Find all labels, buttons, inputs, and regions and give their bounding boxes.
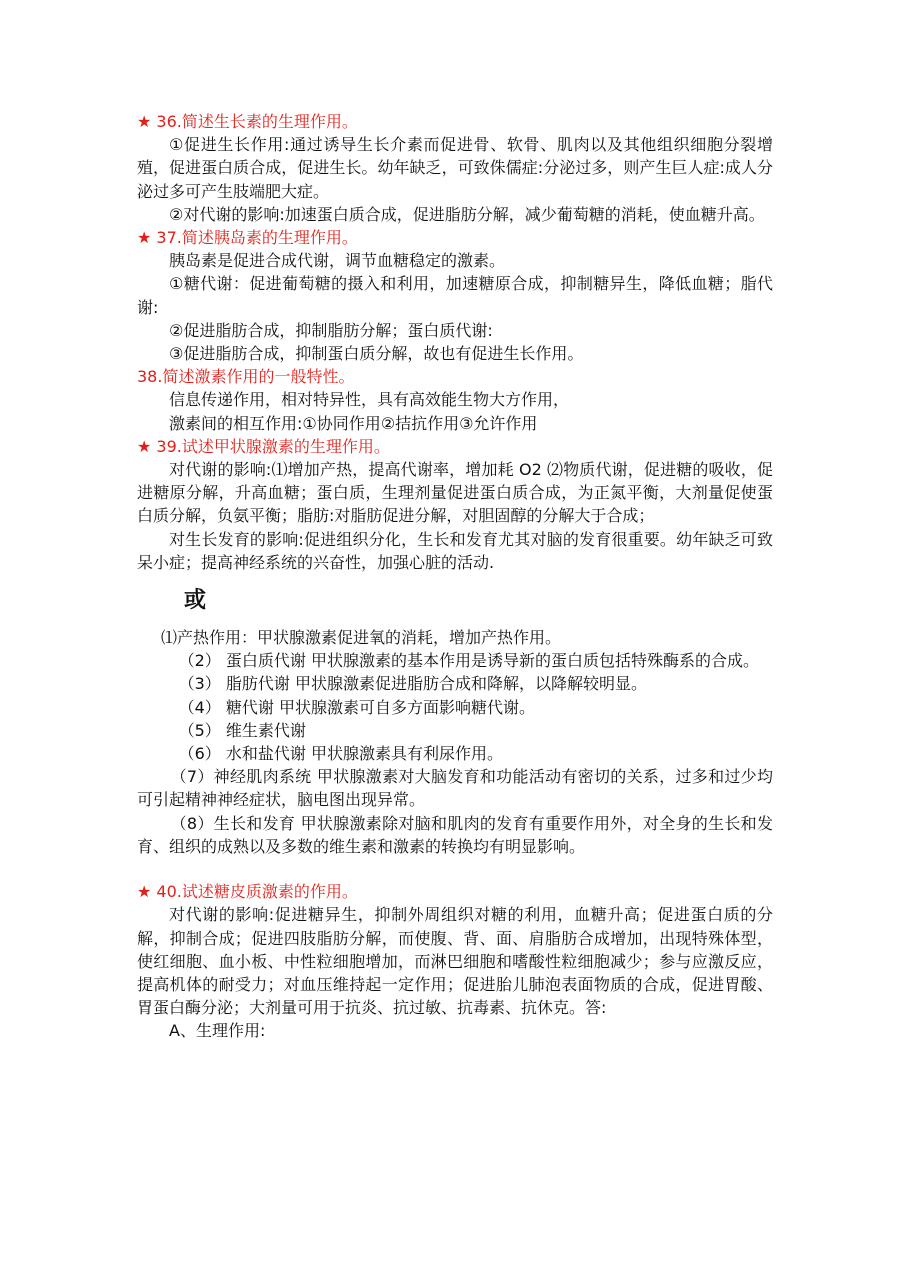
- question-39-heading: ★ 39.试述甲状腺激素的生理作用。: [137, 436, 390, 456]
- or-heading: 或: [184, 588, 207, 614]
- q37-paragraph-1: 胰岛素是促进合成代谢，调节血糖稳定的激素。: [169, 251, 506, 271]
- q36-paragraph-2: ②对代谢的影响:加速蛋白质合成，促进脂肪分解，减少葡萄糖的消耗，使血糖升高。: [169, 204, 765, 224]
- alt-item-2: （2） 蛋白质代谢 甲状腺激素的基本作用是诱导新的蛋白质包括特殊酶系的合成。: [178, 651, 759, 671]
- q40-paragraph-2: A、生理作用:: [169, 1021, 266, 1041]
- alt-item-4: （4） 糖代谢 甲状腺激素可自多方面影响糖代谢。: [178, 697, 535, 717]
- q39-paragraph-1: 对代谢的影响:⑴增加产热，提高代谢率，增加耗 O2 ⑵物质代谢，促进糖的吸收，促进糖原分解，升高血糖；蛋白质，生理剂量促进蛋白质合成，为正氮平衡，大剂量促使蛋白质分解，负氨平衡；脂肪:对脂肪促进分解，对胆固醇的分解大于合成；: [137, 460, 773, 526]
- q37-paragraph-4: ③促进脂肪合成，抑制蛋白质分解，故也有促进生长作用。: [169, 344, 584, 364]
- alt-item-6: （6） 水和盐代谢 甲状腺激素具有利尿作用。: [178, 744, 503, 764]
- q38-paragraph-1: 信息传递作用，相对特异性，具有高效能生物大方作用，: [169, 390, 570, 410]
- question-38-heading: 38.简述激素作用的一般特性。: [137, 367, 355, 387]
- q38-paragraph-2: 激素间的相互作用:①协同作用②拮抗作用③允许作用: [169, 413, 538, 433]
- question-36-heading: ★ 36.简述生长素的生理作用。: [137, 112, 358, 131]
- alt-item-1: ⑴产热作用：甲状腺激素促进氧的消耗，增加产热作用。: [161, 628, 562, 648]
- alt-item-3: （3） 脂肪代谢 甲状腺激素促进脂肪合成和降解，以降解较明显。: [178, 674, 647, 694]
- section-spacer: [137, 858, 773, 880]
- alt-item-5: （5） 维生素代谢: [178, 720, 306, 740]
- q37-paragraph-2: ①糖代谢：促进葡萄糖的摄入和利用，加速糖原合成，抑制糖异生，降低血糖；脂代谢:: [137, 274, 773, 317]
- q36-paragraph-1: ①促进生长作用:通过诱导生长介素而促进骨、软骨、肌肉以及其他组织细胞分裂增殖，促进蛋白质合成，促进生长。幼年缺乏，可致侏儒症:分泌过多，则产生巨人症:成人分泌过多可产生肢端肥大症。: [137, 135, 773, 201]
- question-40-heading: ★ 40.试述糖皮质激素的作用。: [137, 882, 358, 902]
- q39-paragraph-2: 对生长发育的影响:促进组织分化，生长和发育尤其对脑的发育很重要。幼年缺乏可致呆小症；提高神经系统的兴奋性，加强心脏的活动.: [137, 529, 773, 572]
- q37-paragraph-3: ②促进脂肪合成，抑制脂肪分解；蛋白质代谢:: [169, 320, 493, 340]
- question-37-heading: ★ 37.简述胰岛素的生理作用。: [137, 228, 358, 248]
- document-page: [137, 110, 773, 1043]
- alt-item-8: （8）生长和发育 甲状腺激素除对脑和肌肉的发育有重要作用外，对全身的生长和发育、组织的成熟以及多数的维生素和激素的转换均有明显影响。: [137, 813, 773, 856]
- alt-item-7: （7）神经肌肉系统 甲状腺激素对大脑发育和功能活动有密切的关系，过多和过少均可引起精神神经症状，脑电图出现异常。: [137, 767, 773, 810]
- q40-paragraph-1: 对代谢的影响:促进糖异生，抑制外周组织对糖的利用，血糖升高；促进蛋白质的分解，抑制合成；促进四肢脂肪分解，而使腹、背、面、肩脂肪合成增加，出现特殊体型，使红细胞、血小板、中性粒细胞增加，而淋巴细胞和嗜酸性粒细胞减少；参与应激反应，提高机体的耐受力；对血压维持起一定作用；促进胎儿肺泡表面物质的合成，促进胃酸、胃蛋白酶分泌；大剂量可用于抗炎、抗过敏、抗毒素、抗休克。答:: [137, 905, 773, 1018]
